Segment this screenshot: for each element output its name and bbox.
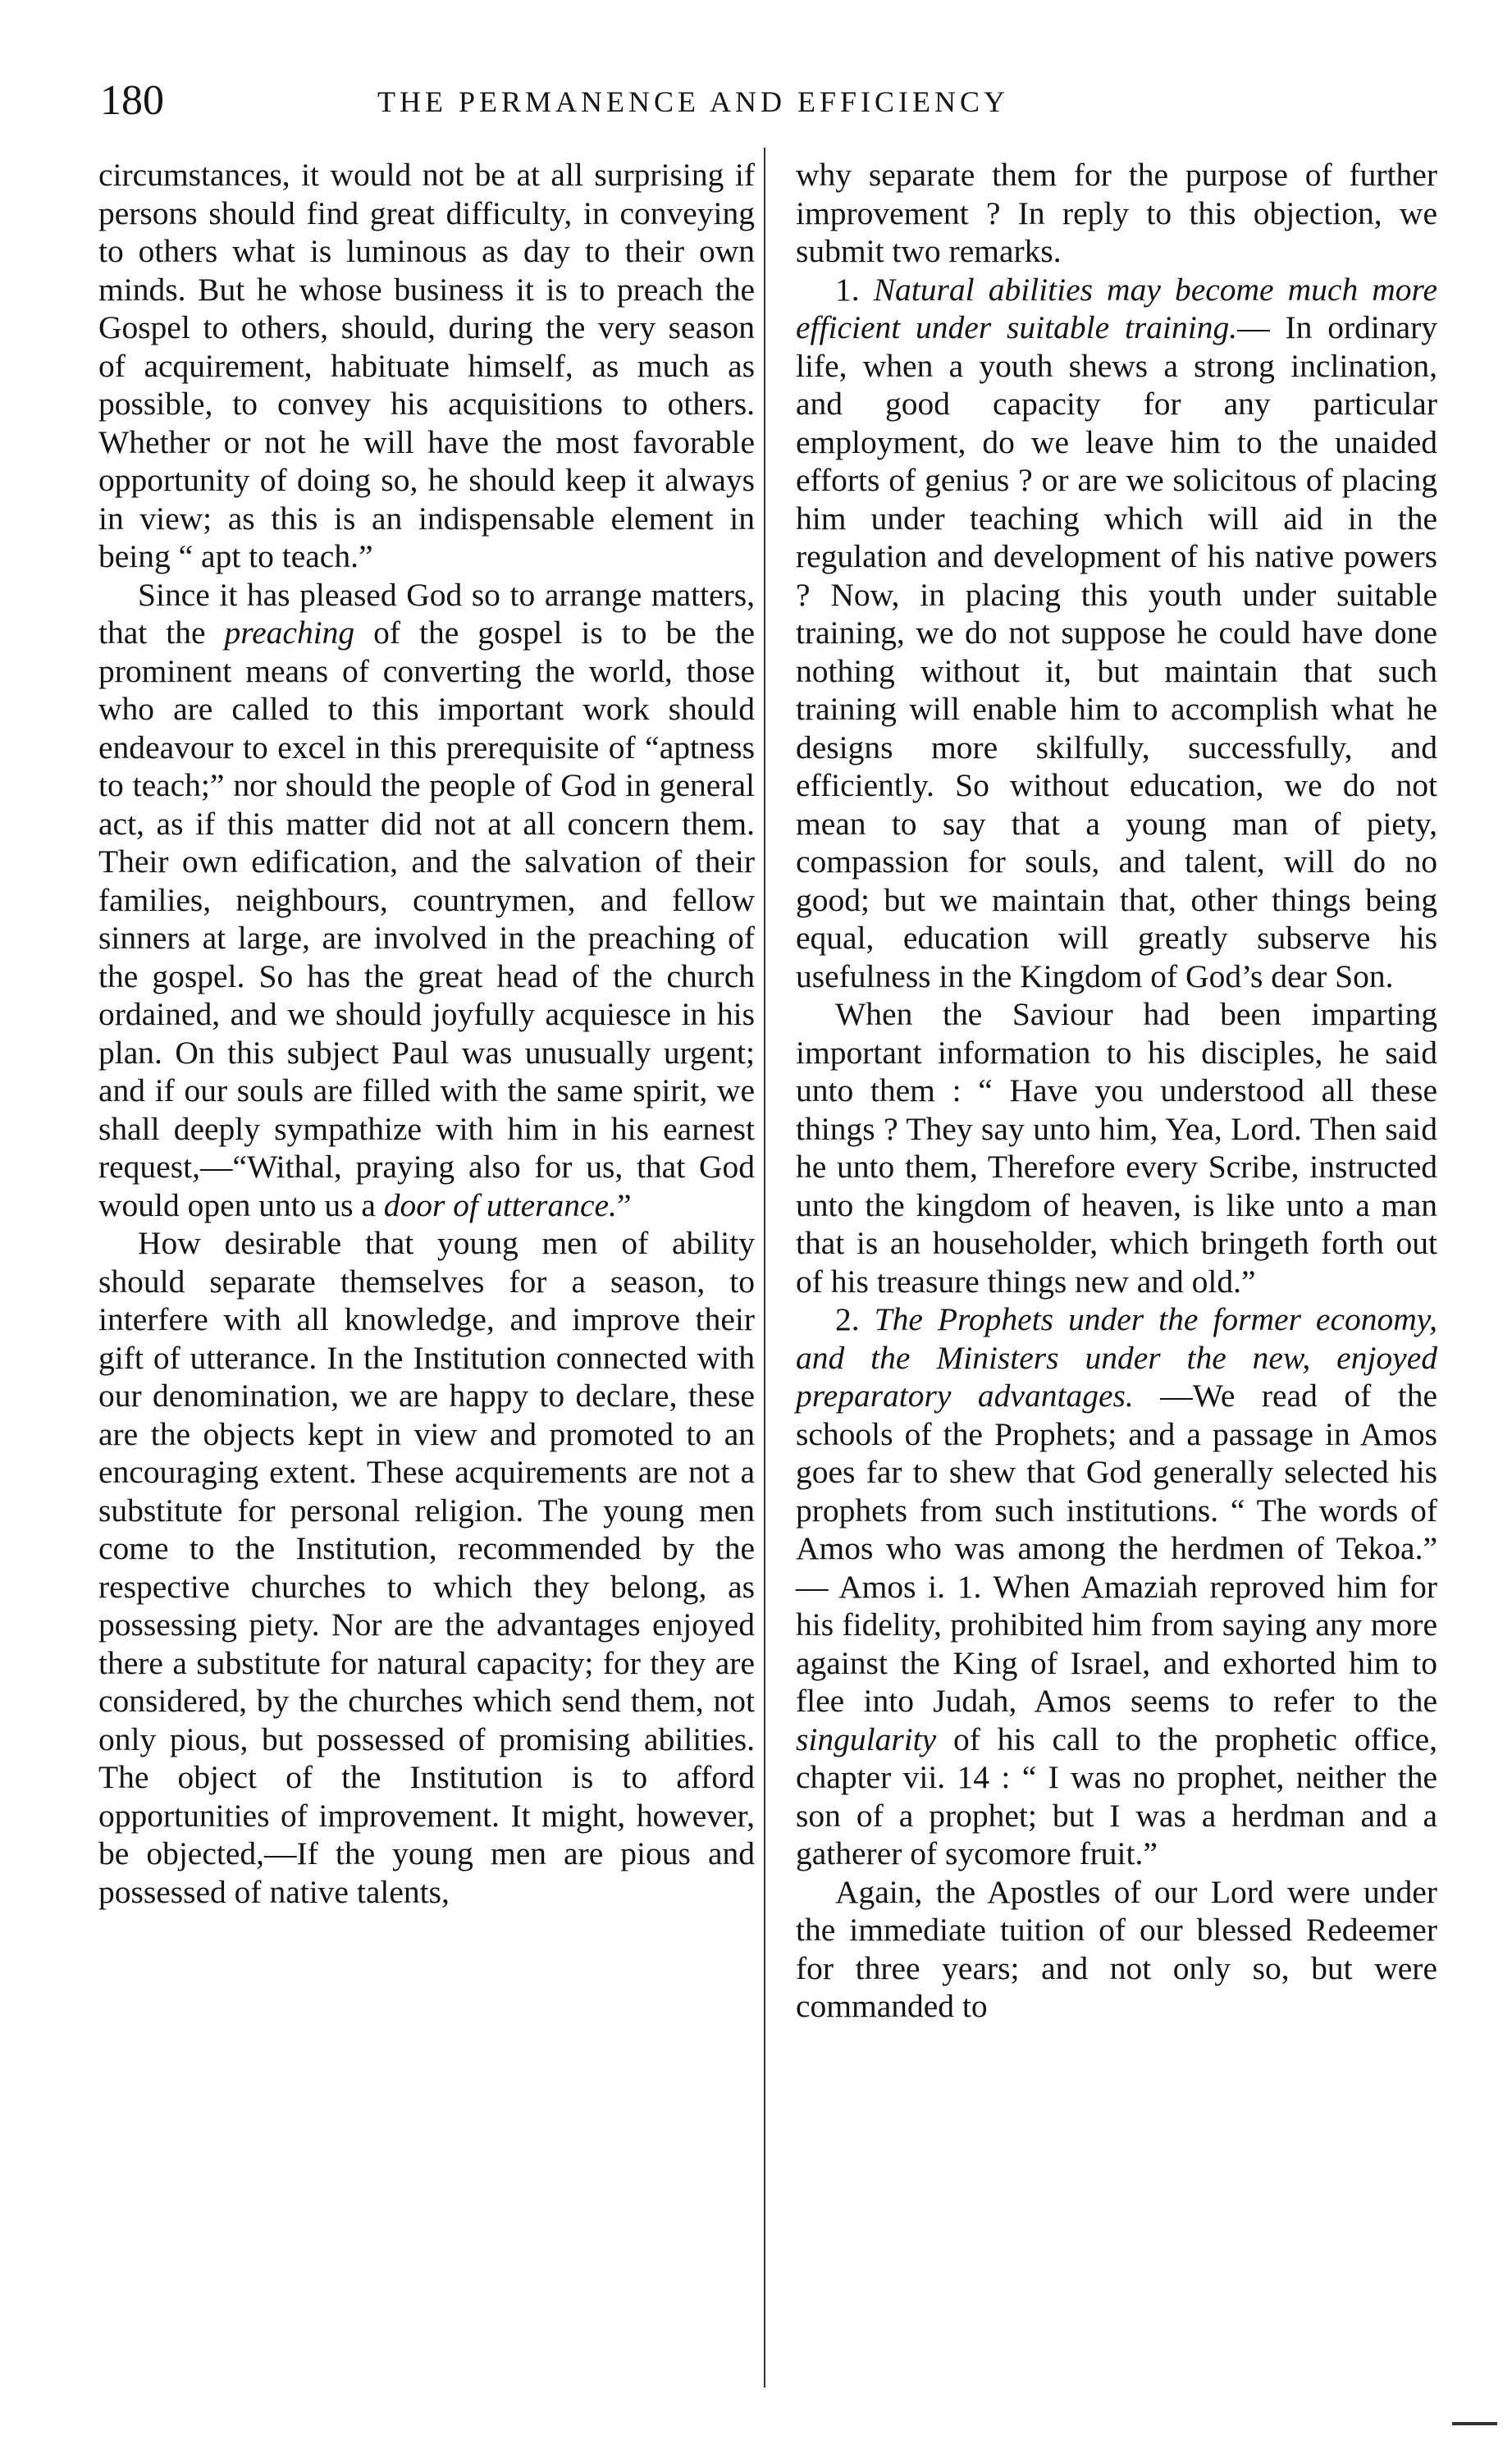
paragraph: circumstances, it would not be at all surprising if persons should find great difficulty, in conveying to others what is luminous as day to their own minds. But he whose business it is to preach the Gospel to others, should, during the very season of acquirement, habituate himself, as much as possible, to convey his acquisitions to others. Whether or not he will have the most favorable opportunity of doing so, he should keep it always in view; as this is an indispensable element in being “ apt to teach.” xyxy=(98,157,755,574)
italic-text: The Prophets under the former economy, and the Ministers under the new, enjoyed preparatory advantages. xyxy=(796,1301,1438,1414)
text-run: 2. xyxy=(835,1301,875,1337)
text-run: — In ordinary life, when a youth shews a strong inclination, and good capacity for any particular employment, do we leave him to the unaided efforts of genius ? or are we solicitous of placing him under teaching which will aid in the regulation and development of his native powers ? Now, in placing this youth under suitable training, we do not suppose he could have done nothing without it, but maintain that such training will enable him to accomplish what he designs more skilfully, successfully, and efficiently. So without education, we do not mean to say that a young man of piety, compassion for souls, and talent, will do no good; but we maintain that, other things being equal, education will greatly subserve his usefulness in the Kingdom of God’s dear Son. xyxy=(796,309,1438,994)
italic-text: preaching xyxy=(224,615,355,651)
text-run: of the gospel is to be the prominent means of converting the world, those who are called to this important work should endeavour to excel in this prerequisite of “aptness to teach;” nor should the people of God in general act, as if this matter did not at all concern them. Their own edification, and the salvation of their families, neighbours, countrymen, and fellow sinners at large, are involved in the preaching of the gospel. So has the great head of the church ordained, and we should joyfully acquiesce in his plan. On this subject Paul was unusually urgent; and if our souls are filled with the same spirit, we shall deeply sympathize with him in his earnest request,—“Withal, praying also for us, that God would open unto us a xyxy=(98,615,755,1223)
italic-text: door of utterance. xyxy=(383,1186,617,1223)
left-column xyxy=(98,156,755,1911)
paragraph: How desirable that young men of ability should separate themselves for a season, to interfere with all knowledge, and improve their gift of utterance. In the Institution connected with our denomination, we are happy to declare, these are the objects kept in view and promoted to an encouraging extent. These acquirements are not a substitute for personal religion. The young men come to the Institution, recommended by the respective churches to which they belong, as possessing piety. Nor are the advantages enjoyed there a substitute for natural capacity; for they are considered, by the churches which send them, not only pious, but possessed of promising abilities. The object of the Institution is to afford opportunities of improvement. It might, however, be objected,—If the young men are pious and possessed of native talents, xyxy=(98,1225,755,1910)
paragraph: When the Saviour had been imparting important information to his disciples, he said unto them : “ Have you understood all these things ? They say unto him, Yea, Lord. Then said he unto them, Therefore every Scribe, instructed unto the kingdom of heaven, is like unto a man that is an householder, which bringeth forth out of his treasure things new and old.” xyxy=(796,996,1437,1300)
paragraph xyxy=(796,1300,1437,1873)
italic-text: Natural abilities may become much more efficient under suitable training. xyxy=(796,271,1437,345)
running-title: THE PERMANENCE AND EFFICIENCY xyxy=(377,85,1010,118)
text-run: of his call to the prophetic office, chapter vii. 14 : “ I was no prophet, neither the son of a prophet; but I was a herdman and a gatherer of sycomore fruit.” xyxy=(796,1721,1437,1871)
page-number: 180 xyxy=(100,77,164,124)
page-header xyxy=(0,72,1512,130)
text-run: ” xyxy=(616,1186,632,1223)
text-run: —We read of the schools of the Prophets; and a passage in Amos goes far to shew that God generally selected his prophets from such institutions. “ The words of Amos who was among the herdmen of Tekoa.” — Amos i. 1. When Amaziah reproved him for his fidelity, prohibited him from saying any more against the King of Israel, and exhorted him to flee into Judah, Amos seems to refer to the xyxy=(796,1378,1438,1719)
paragraph xyxy=(98,576,755,1225)
column-divider xyxy=(764,148,765,2388)
right-column xyxy=(796,156,1437,2026)
paragraph: Again, the Apostles of our Lord were under the immediate tuition of our blessed Redeemer for three years; and not only so, but were commanded to xyxy=(796,1873,1437,2024)
paragraph: why separate them for the purpose of further improvement ? In reply to this objection, we submit two remarks. xyxy=(796,157,1437,269)
italic-text: singularity xyxy=(796,1721,937,1757)
footer-rule xyxy=(1452,2422,1497,2425)
paragraph xyxy=(796,271,1437,996)
text-run: 1. xyxy=(835,271,874,308)
text-run: Since it has pleased God so to arrange matters, that the xyxy=(98,576,755,651)
